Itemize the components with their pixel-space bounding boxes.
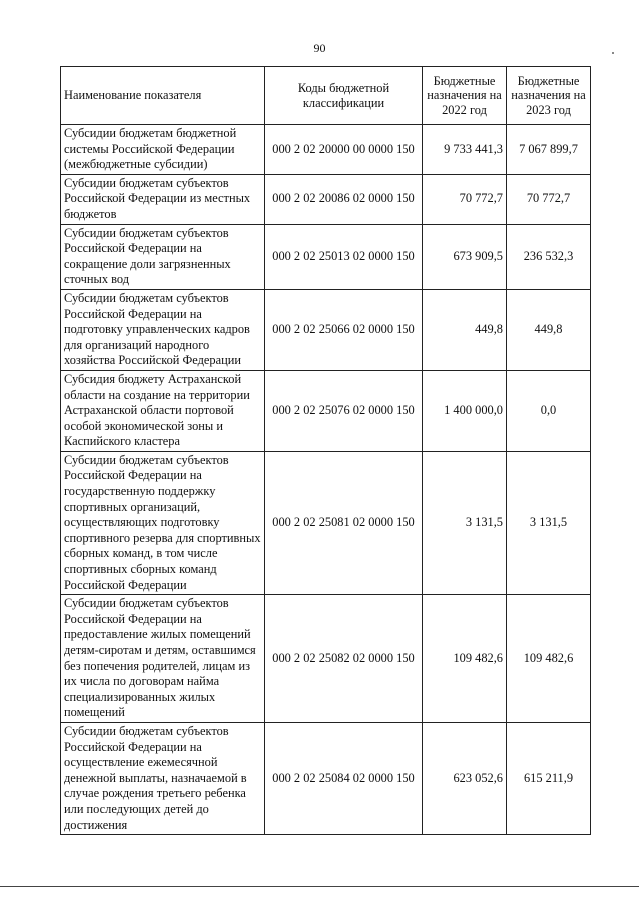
row-code: 000 2 02 25066 02 0000 150 [265,289,423,370]
row-2022: 9 733 441,3 [423,125,507,175]
table-row [61,224,591,289]
row-code: 000 2 02 20086 02 0000 150 [265,174,423,224]
row-code: 000 2 02 25076 02 0000 150 [265,370,423,451]
row-2023: 7 067 899,7 [507,125,591,175]
row-name: Субсидии бюджетам субъектов Российской Федерации на осуществление ежемесячной денежной выплаты, назначаемой в случае рождения третьего ребенка или последующих детей до достижения [61,722,265,834]
table-row [61,289,591,370]
row-code: 000 2 02 25013 02 0000 150 [265,224,423,289]
table-row [61,722,591,834]
row-code: 000 2 02 20000 00 0000 150 [265,125,423,175]
row-2023: 3 131,5 [507,451,591,594]
row-2022: 623 052,6 [423,722,507,834]
row-name: Субсидии бюджетам субъектов Российской Федерации на государственную поддержку спортивных организаций, осуществляющих подготовку спортивного резерва для спортивных сборных команд, в том числе спортивных сборных команд Российской Федерации [61,451,265,594]
row-2022: 449,8 [423,289,507,370]
row-2022: 1 400 000,0 [423,370,507,451]
header-2022: Бюджетные назначения на 2022 год [423,67,507,125]
table-header-row [61,67,591,125]
row-2022: 70 772,7 [423,174,507,224]
row-2023: 0,0 [507,370,591,451]
row-name: Субсидии бюджетам субъектов Российской Федерации из местных бюджетов [61,174,265,224]
row-2023: 70 772,7 [507,174,591,224]
header-name: Наименование показателя [61,67,265,125]
budget-table [60,66,591,835]
scan-dot [612,52,614,54]
row-2023: 109 482,6 [507,595,591,723]
row-name: Субсидия бюджету Астраханской области на создание на территории Астраханской области портовой особой экономической зоны и Каспийского кластера [61,370,265,451]
table-row [61,595,591,723]
header-2023: Бюджетные назначения на 2023 год [507,67,591,125]
header-code: Коды бюджетной классификации [265,67,423,125]
table-row [61,174,591,224]
row-2023: 236 532,3 [507,224,591,289]
row-name: Субсидии бюджетам субъектов Российской Федерации на сокращение доли загрязненных сточных вод [61,224,265,289]
row-name: Субсидии бюджетам бюджетной системы Российской Федерации (межбюджетные субсидии) [61,125,265,175]
table-row [61,451,591,594]
page-number: 90 [313,41,326,55]
table-row [61,370,591,451]
row-name: Субсидии бюджетам субъектов Российской Федерации на подготовку управленческих кадров для организаций народного хозяйства Российской Федерации [61,289,265,370]
bottom-rule [0,886,639,887]
row-2023: 615 211,9 [507,722,591,834]
row-code: 000 2 02 25084 02 0000 150 [265,722,423,834]
row-2022: 3 131,5 [423,451,507,594]
row-2023: 449,8 [507,289,591,370]
row-code: 000 2 02 25081 02 0000 150 [265,451,423,594]
row-2022: 673 909,5 [423,224,507,289]
row-name: Субсидии бюджетам субъектов Российской Федерации на предоставление жилых помещений детям-сиротам и детям, оставшимся без попечения родителей, лицам из их числа по договорам найма специализированных жилых помещений [61,595,265,723]
row-2022: 109 482,6 [423,595,507,723]
table-row [61,125,591,175]
row-code: 000 2 02 25082 02 0000 150 [265,595,423,723]
